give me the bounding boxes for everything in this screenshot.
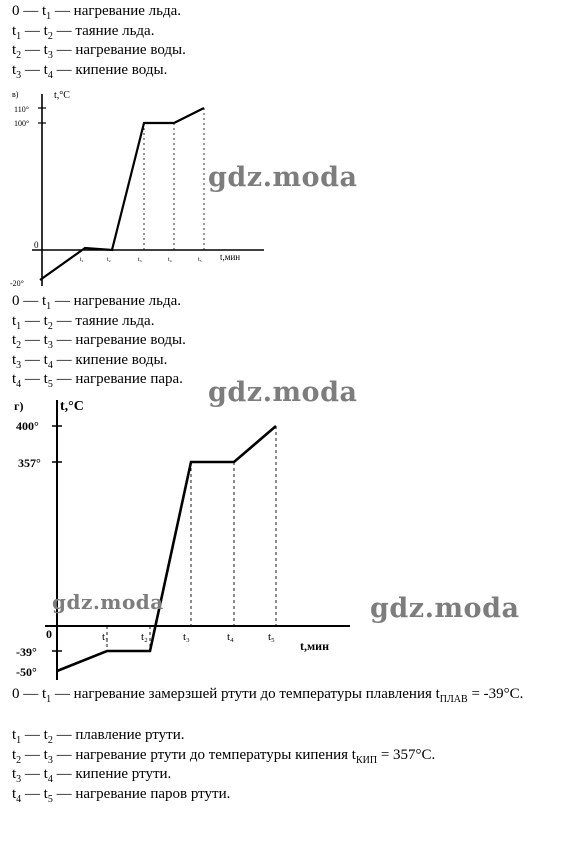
graph-g-ytick-0: 0: [46, 627, 52, 641]
graph-g-ytick-400: 400°: [16, 419, 39, 433]
graph-g-xlabel: t,мин: [300, 639, 329, 653]
graph-v-ytick-100: 100°: [14, 119, 30, 128]
graph-g-ytick-minus39: -39°: [16, 645, 37, 659]
graph-v: [10, 88, 270, 298]
graph-v-xtick-t3: t₃: [138, 257, 142, 263]
s1-line: $t_1$ — $t_2$ — таяние льда.: [12, 22, 155, 42]
graph-g-curve: [57, 426, 276, 671]
graph-v-ytick-110: 110°: [14, 105, 29, 114]
watermark-3: gdz.moda: [52, 590, 164, 614]
s3-line: $t_1$ — $t_2$ — плавление ртути.: [12, 727, 185, 746]
graph-g-xtick-t5: t₅: [268, 631, 275, 643]
graph-g-ytick-minus50: -50°: [16, 665, 37, 679]
graph-v-xtick-t5: t₅: [198, 257, 202, 263]
graph-v-ytick-minus20: -20°: [10, 279, 24, 288]
graph-v-curve: [40, 108, 204, 280]
graph-g-xtick-t3: t₃: [183, 631, 190, 643]
s1-line: $t_2$ — $t_3$ — нагревание воды.: [12, 42, 186, 61]
s1-line: 0 — $t_1$ — нагревание льда.: [12, 3, 182, 22]
s2-line: 0 — $t_1$ — нагревание льда.: [12, 293, 182, 312]
graph-g-xtick-t4: t₄: [227, 631, 234, 643]
graph-v-xtick-t4: t₄: [168, 257, 172, 263]
graph-g-xtick-t2: t₂: [141, 631, 148, 643]
s3-line: $t_3$ — $t_4$ — кипение ртути.: [12, 766, 172, 785]
s3-line: $t_2$ — $t_3$ — нагревание ртути до температуры кипения $t_{КИП} = 357^\circ С$.: [12, 746, 436, 766]
s1-line: $t_3$ — $t_4$ — кипение воды.: [12, 61, 168, 81]
s2-line: $t_2$ — $t_3$ — нагревание воды.: [12, 332, 186, 351]
section-3-line-1: 0 — $t_1$ — нагревание замерзшей ртути до температуры плавления $t_{ПЛАВ} = -39^\circ С$.: [12, 686, 524, 705]
graph-v-ylabel: t,°C: [54, 90, 70, 101]
graph-v-xtick-t2: t₂: [107, 257, 111, 263]
watermark-4: gdz.moda: [370, 593, 520, 624]
s3-line: $t_4$ — $t_5$ — нагревание паров ртути.: [12, 785, 231, 805]
watermark-1: gdz.moda: [208, 162, 358, 193]
graph-v-ytick-0: 0: [34, 240, 39, 250]
graph-v-xtick-t1: t₁: [80, 257, 84, 263]
s2-line: $t_4$ — $t_5$ — нагревание пара.: [12, 371, 183, 390]
s2-line: $t_1$ — $t_2$ — таяние льда.: [12, 312, 155, 332]
graph-v-xlabel: t,мин: [220, 252, 241, 262]
graph-g-letter: г): [14, 399, 24, 413]
graph-g-xtick-t1: t₁: [102, 631, 109, 643]
graph-g-ytick-357: 357°: [18, 456, 41, 470]
watermark-2: gdz.moda: [208, 377, 358, 408]
graph-v-letter: в): [12, 90, 19, 99]
graph-g-ylabel: t,°C: [60, 399, 84, 414]
graph-g: [10, 390, 370, 685]
s2-line: $t_3$ — $t_4$ — кипение воды.: [12, 351, 168, 371]
